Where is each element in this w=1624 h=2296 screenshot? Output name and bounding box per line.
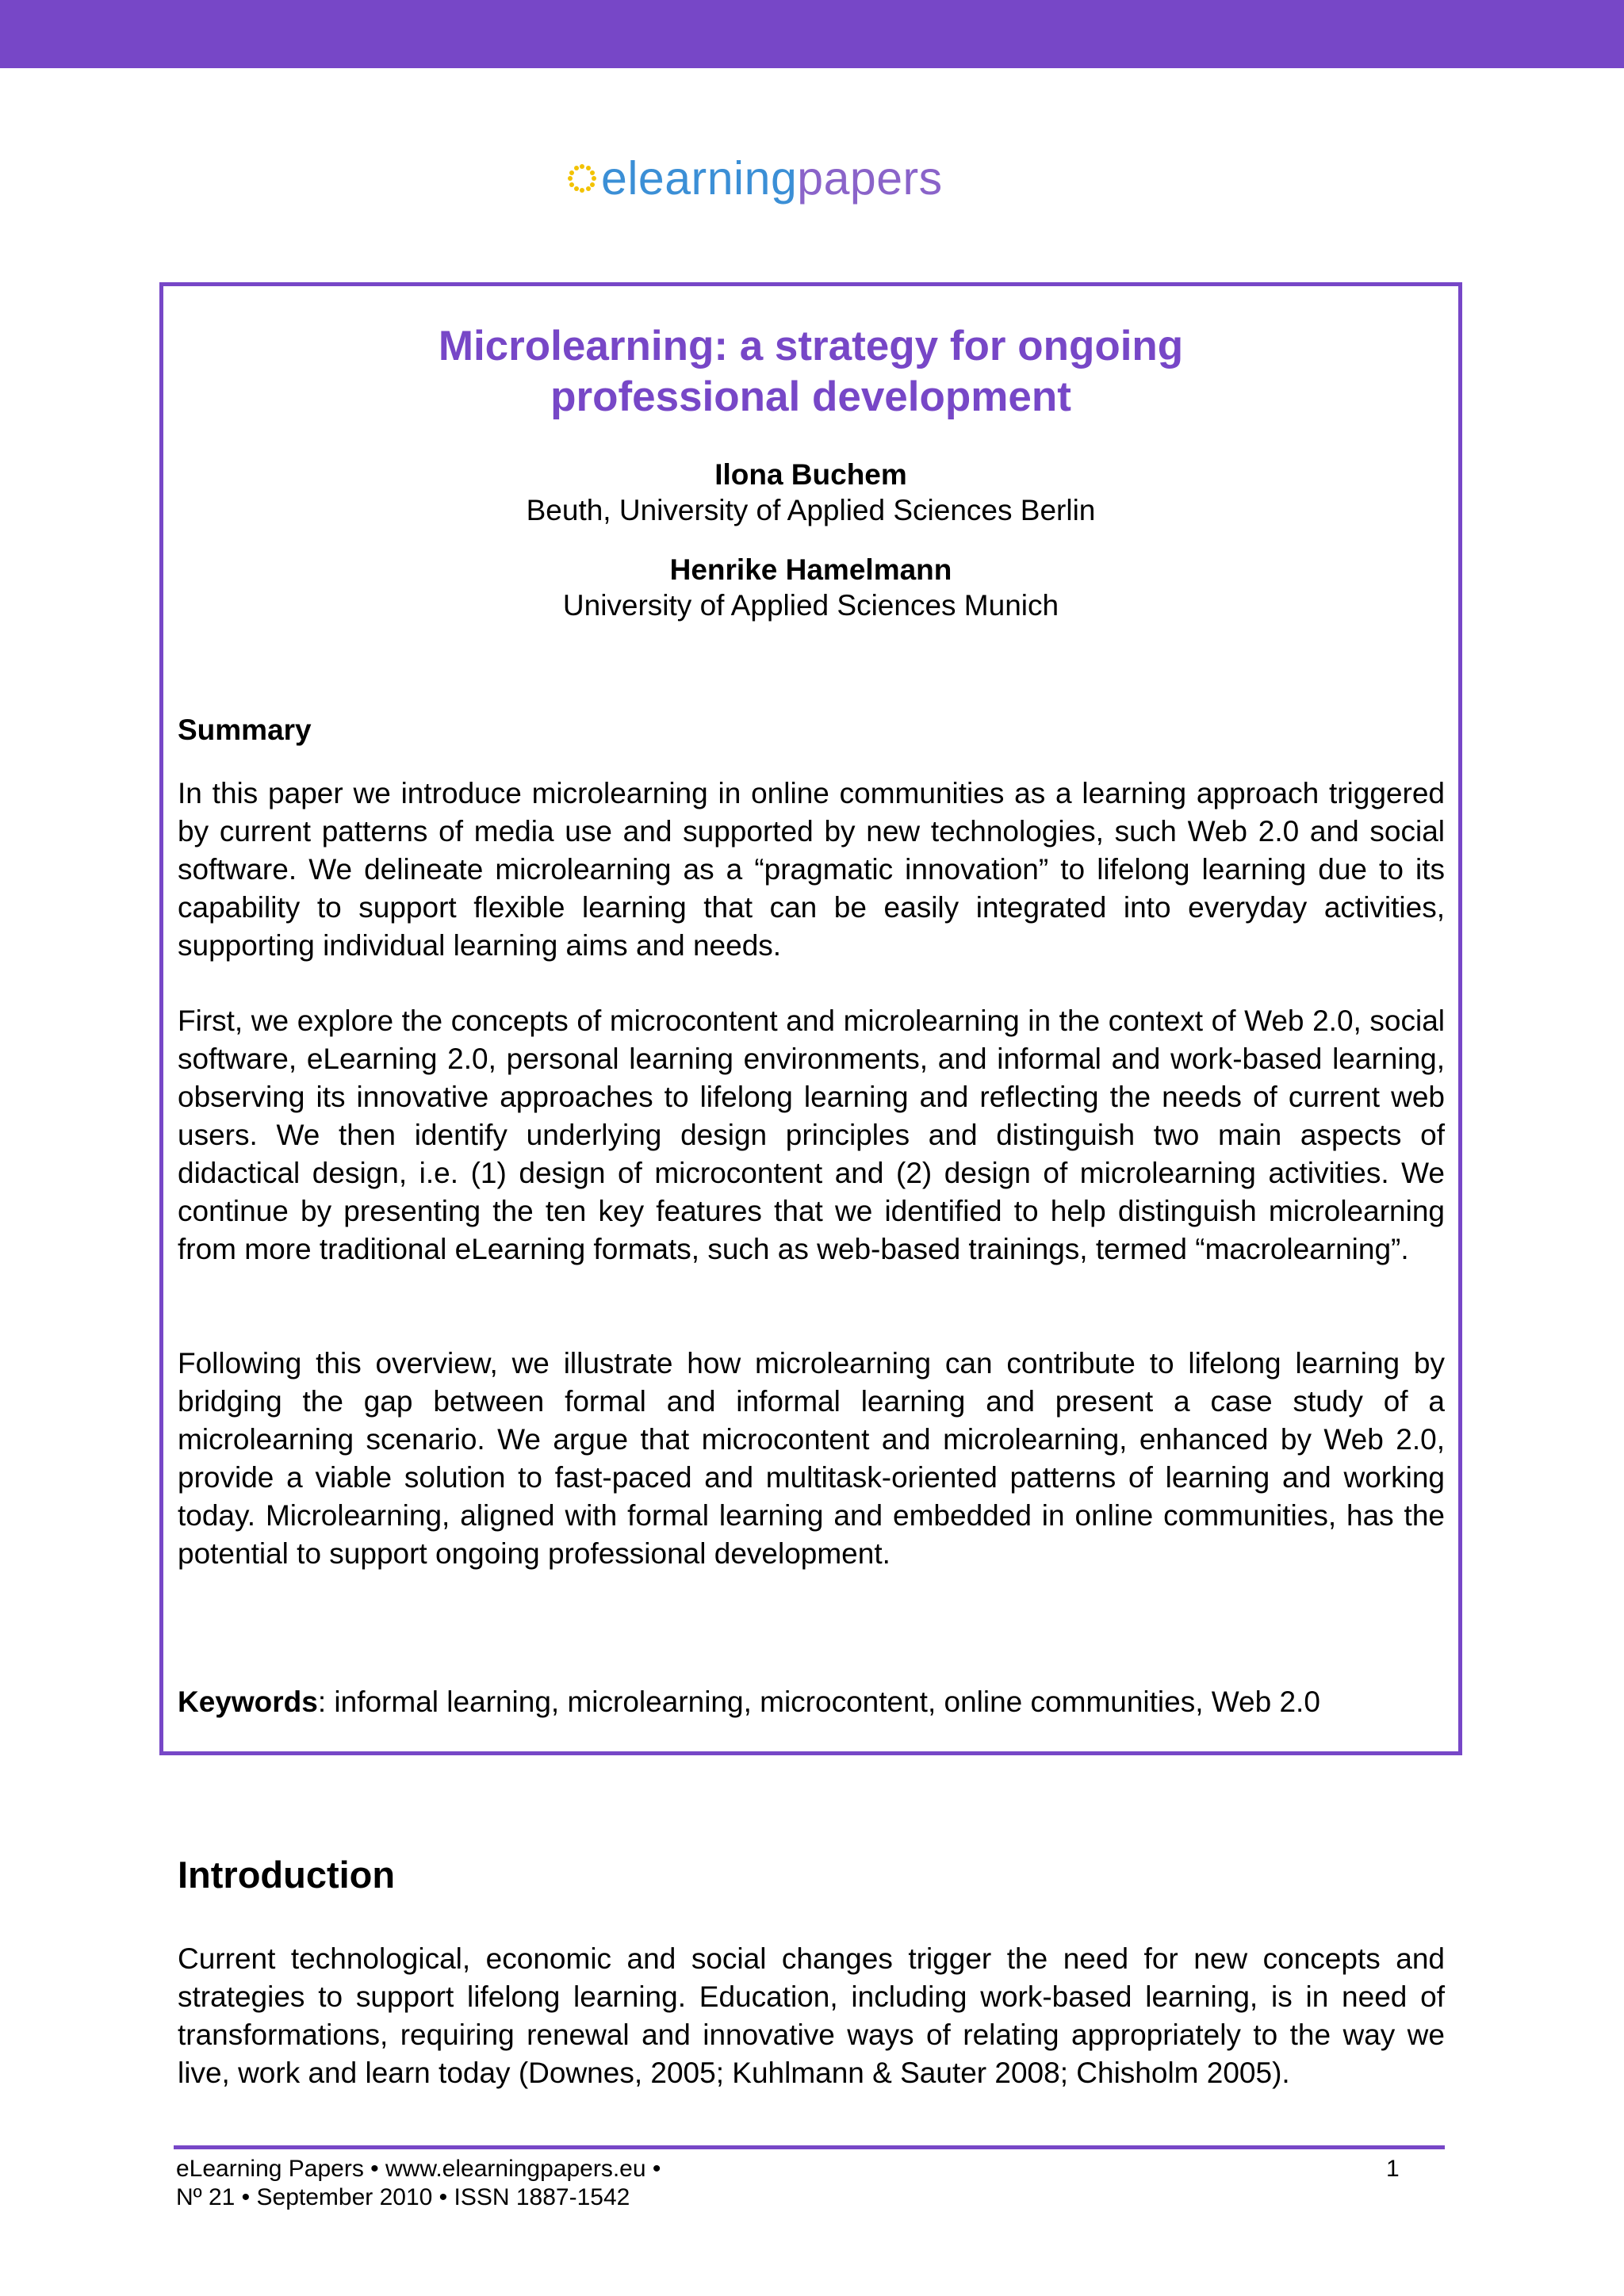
elearningpapers-logo xyxy=(568,147,943,210)
logo-star xyxy=(569,182,574,187)
introduction-paragraph: Current technological, economic and social changes trigger the need for new concepts and strategies to support lifelong learning. Education, including work-based learning, is in need of transformations, requiring renewal and innovative ways of relating appropriately to the way we live, work and learn today (Downes, 2005; Kuhlmann & Sauter 2008; Chisholm 2005). xyxy=(178,1942,1445,2089)
logo-star xyxy=(569,170,574,175)
paper-title-line-1: Microlearning: a strategy for ongoing xyxy=(438,323,1184,369)
keywords-list: : informal learning, microlearning, microcontent, online communities, Web 2.0 xyxy=(317,1686,1320,1718)
logo-word-learning: learning xyxy=(627,151,798,205)
summary-paragraph-2: First, we explore the concepts of microcontent and microlearning in the context of Web 2.0, social software, eLearning 2.0, personal learning environments, and informal and work-based learning, observing its innovative approaches to lifelong learning and reflecting the needs of current web users. We then identify underlying design principles and distinguish two main aspects of didactical design, i.e. (1) design of microcontent and (2) design of microlearning activities. We continue by presenting the ten key features that we identified to help distinguish microlearning from more traditional eLearning formats, such as web-based trainings, termed “macrolearning”. xyxy=(178,1004,1445,1265)
logo-star xyxy=(574,186,579,191)
keywords-label: Keywords xyxy=(178,1686,318,1718)
logo-star xyxy=(590,182,595,187)
logo-star xyxy=(580,164,584,169)
author-name-1: Ilona Buchem xyxy=(714,458,907,491)
eu-stars-icon xyxy=(568,155,599,202)
logo-star xyxy=(592,176,596,181)
logo-star xyxy=(574,166,579,170)
header-bar xyxy=(0,0,1624,68)
summary-paragraph-3: Following this overview, we illustrate how microlearning can contribute to lifelong learning by bridging the gap between formal and informal learning and present a case study of a microlearning scenario. We argue that microcontent and microlearning, enhanced by Web 2.0, provide a viable solution to fast-paced and multitask-oriented patterns of learning and working today. Microlearning, aligned with formal learning and embedded in online communities, has the potential to support ongoing professional development. xyxy=(178,1347,1445,1570)
author-name-2: Henrike Hamelmann xyxy=(669,553,952,586)
logo-star xyxy=(568,176,573,181)
summary-heading: Summary xyxy=(178,714,312,746)
page-number: 1 xyxy=(1386,2156,1400,2182)
footer-line-1: eLearning Papers • www.elearningpapers.eu • xyxy=(176,2156,661,2182)
logo-star xyxy=(586,186,591,191)
logo-wordmark xyxy=(601,151,943,205)
keywords-line xyxy=(178,1684,1320,1720)
author-affiliation-2: University of Applied Sciences Munich xyxy=(562,589,1059,622)
summary-paragraph-1: In this paper we introduce microlearning in online communities as a learning approach triggered by current patterns of media use and supported by new technologies, such Web 2.0 and social software. We delineate microlearning as a “pragmatic innovation” to lifelong learning due to its capability to support flexible learning that can be easily integrated into everyday activities, supporting individual learning aims and needs. xyxy=(178,777,1445,962)
paper-title xyxy=(163,321,1459,423)
logo-star xyxy=(586,166,591,170)
author-affiliation-1: Beuth, University of Applied Sciences Berlin xyxy=(526,494,1096,526)
logo-star xyxy=(580,188,584,193)
introduction-heading: Introduction xyxy=(178,1854,396,1896)
footer-line-2: Nº 21 • September 2010 • ISSN 1887-1542 xyxy=(176,2184,630,2210)
logo-letter-e: e xyxy=(601,151,628,205)
logo-star xyxy=(590,170,595,175)
paper-title-line-2: professional development xyxy=(550,373,1071,420)
logo-word-papers: papers xyxy=(797,151,943,205)
footer-divider xyxy=(174,2145,1445,2149)
